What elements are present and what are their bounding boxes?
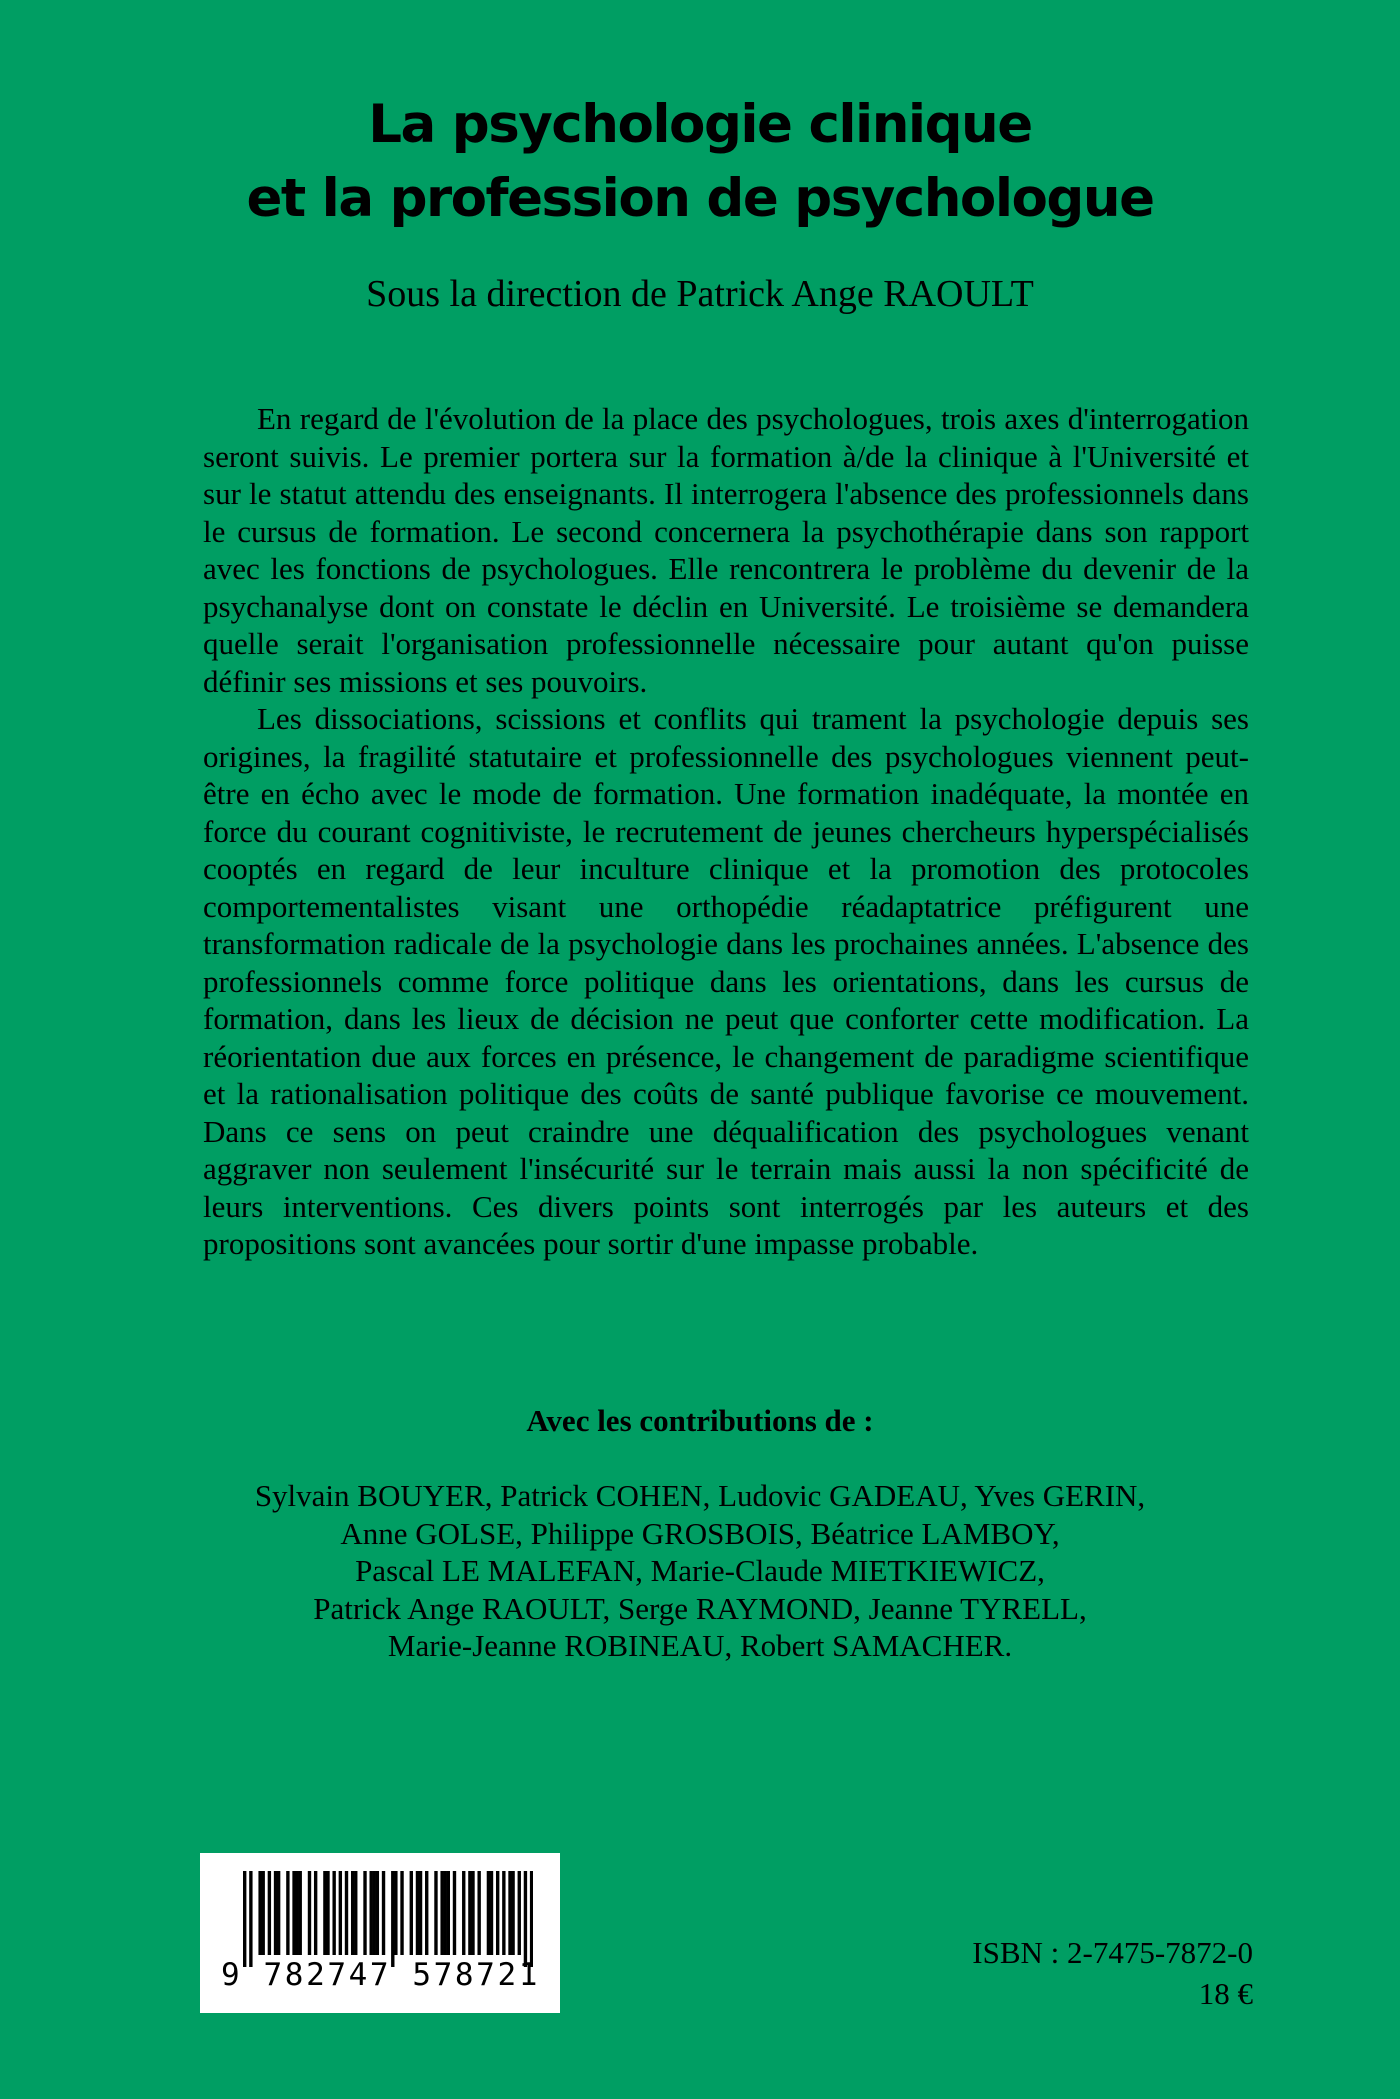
barcode-bar [391, 1871, 394, 1967]
barcode-bar [496, 1871, 499, 1955]
barcode-bar [425, 1871, 428, 1955]
barcode-bar [292, 1871, 295, 1955]
barcode-bar [286, 1871, 289, 1955]
barcode-bar [382, 1871, 385, 1955]
barcode-bar [530, 1871, 533, 1967]
barcode-bar [400, 1871, 403, 1955]
contributions-heading: Avec les contributions de : [526, 1403, 874, 1438]
contributors-line: Anne GOLSE, Philippe GROSBOIS, Béatrice LAMBOY, [340, 1515, 1060, 1551]
barcode-bar [258, 1871, 261, 1955]
barcode-bar [508, 1871, 511, 1955]
isbn: ISBN : 2-7475-7872-0 [972, 1935, 1253, 1970]
blurb [203, 400, 1249, 1263]
barcode-number: 9 782747 578721 [221, 1957, 540, 1993]
barcode-bar [243, 1871, 246, 1967]
barcode-bar [487, 1871, 490, 1955]
barcode-bar [323, 1871, 326, 1955]
barcode-bar [274, 1871, 277, 1955]
contributors-line: Marie-Jeanne ROBINEAU, Robert SAMACHER. [387, 1628, 1013, 1663]
barcode-bar [299, 1871, 302, 1955]
barcode-bar [468, 1871, 471, 1955]
barcode-bar [462, 1871, 465, 1955]
barcode-bar [447, 1871, 450, 1955]
barcode-bar [268, 1871, 271, 1955]
blurb-paragraph-1: En regard de l'évolution de la place des psychologues, trois axes d'interrogation seront suivis. Le premier portera sur la formation à/de la clinique à l'Université et sur le statut attendu des enseignants. Il interrogera l'absence des professionnels dans le cursus de formation. Le second concernera la psychothérapie dans son rapport avec les fonctions de psychologues. Elle rencontrera le problème du devenir de la psychanalyse dont on constate le déclin en Université. Le troisième se demandera quelle serait l'organisation professionnelle nécessaire pour autant qu'on puisse définir ses missions et ses pouvoirs. [203, 401, 1249, 699]
barcode-bar [444, 1871, 447, 1955]
barcode-bar [394, 1871, 397, 1955]
barcode-bar [502, 1871, 505, 1955]
barcode-bar [490, 1871, 493, 1955]
barcode-bar [471, 1871, 474, 1955]
barcode-bar [524, 1871, 527, 1967]
barcode-bar [326, 1871, 329, 1955]
barcode [200, 1853, 560, 2013]
barcode-bar [351, 1871, 354, 1955]
barcode-bar [376, 1871, 379, 1955]
blurb-paragraph-2: Les dissociations, scissions et conflits qui trament la psychologie depuis ses origines, la fragilité statutaire et professionnelle des psychologues viennent peut-être en écho avec le mode de formation. Une formation inadéquate, la montée en force du courant cognitiviste, le recrutement de jeunes chercheurs hyperspécialisés cooptés en regard de leur inculture clinique et la promotion des protocoles comportementalistes visant une orthopédie réadaptatrice préfigurent une transformation radicale de la psychologie dans les prochaines années. L'absence des professionnels comme force politique dans les orientations, dans les cursus de formation, dans les lieux de décision ne peut que conforter cette modification. La réorientation due aux forces en présence, le changement de paradigme scientifique et la rationalisation politique des coûts de santé publique favorise ce mouvement. Dans ce sens on peut craindre une déqualification des psychologues venant aggraver non seulement l'insécurité sur le terrain mais aussi la non spécificité de leurs interventions. Ces divers points sont interrogés par les auteurs et des propositions sont avancées pour sortir d'une impasse probable. [203, 701, 1249, 1261]
barcode-bar [363, 1871, 366, 1955]
contributors-line: Sylvain BOUYER, Patrick COHEN, Ludovic GADEAU, Yves GERIN, [254, 1478, 1146, 1513]
contributors-list [0, 1477, 1400, 1665]
editor-subtitle: Sous la direction de Patrick Ange RAOULT [366, 273, 1034, 315]
title-line-1: La psychologie clinique [368, 94, 1032, 155]
title-line-2: et la profession de psychologue [246, 168, 1154, 229]
barcode-bar [477, 1871, 480, 1955]
barcode-bar [262, 1871, 265, 1955]
barcode-bar [453, 1871, 456, 1955]
barcode-bar [295, 1871, 298, 1955]
barcode-bars [243, 1871, 533, 1967]
barcode-bar [518, 1871, 521, 1955]
barcode-bar [345, 1871, 348, 1955]
barcode-bar [416, 1871, 419, 1955]
barcode-bar [314, 1871, 317, 1955]
barcode-bar [373, 1871, 376, 1955]
barcode-bar [249, 1871, 252, 1967]
barcode-bar [308, 1871, 311, 1955]
barcode-bar [410, 1871, 413, 1955]
contributors-line: Patrick Ange RAOULT, Serge RAYMOND, Jeanne TYRELL, [313, 1590, 1087, 1626]
barcode-bar [354, 1871, 357, 1955]
price: 18 € [1198, 1976, 1253, 2011]
barcode-bar [440, 1871, 443, 1955]
barcode-bar [332, 1871, 335, 1955]
contributors-line: Pascal LE MALEFAN, Marie-Claude MIETKIEWICZ, [355, 1553, 1045, 1588]
barcode-bar [277, 1871, 280, 1955]
barcode-bar [339, 1871, 342, 1955]
barcode-bar [419, 1871, 422, 1955]
barcode-bar [511, 1871, 514, 1955]
barcode-bar [434, 1871, 437, 1955]
barcode-bar [369, 1871, 372, 1955]
